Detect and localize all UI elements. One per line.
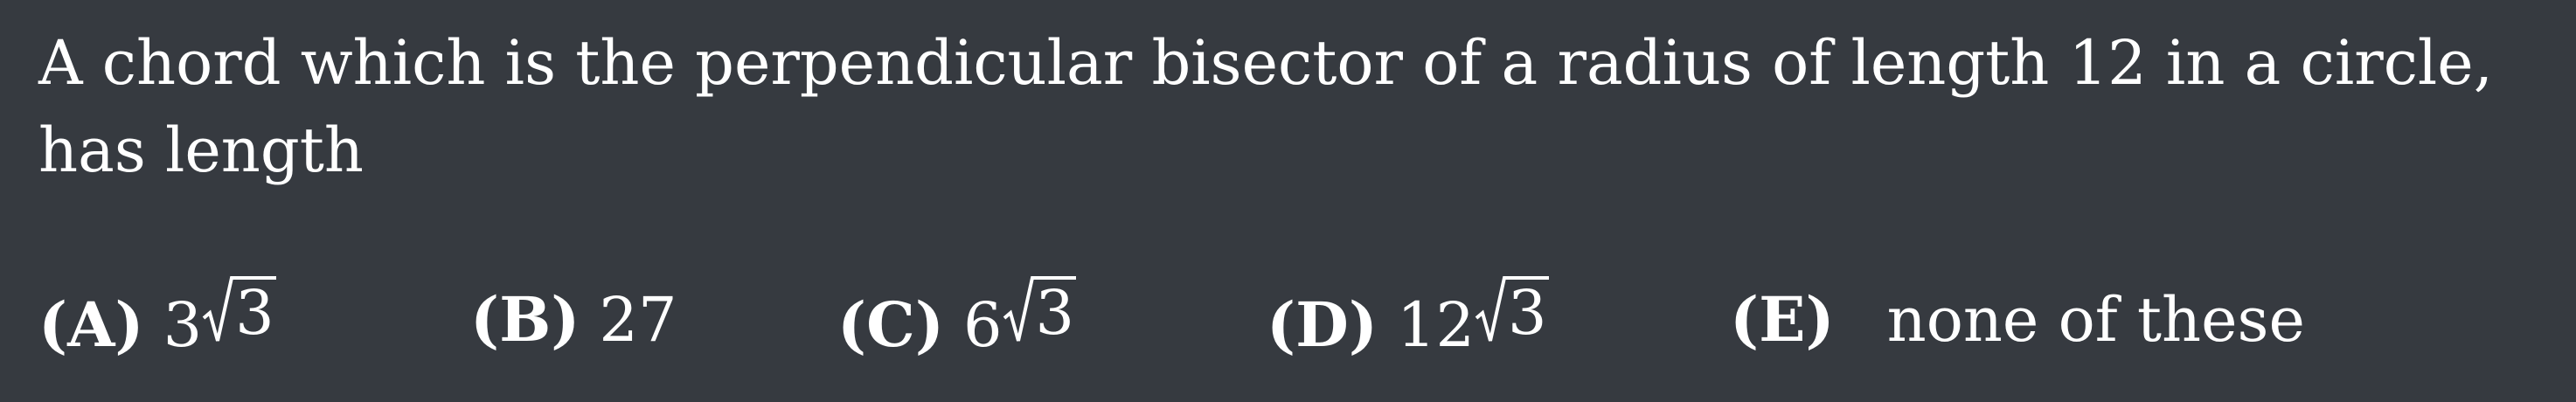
choice-e-label: (E) (1730, 283, 1835, 356)
choice-e[interactable] (1730, 276, 2305, 364)
choice-b[interactable] (470, 276, 677, 364)
choice-a-coefficient: 3 (163, 289, 203, 361)
sqrt-icon (1003, 276, 1034, 346)
answer-choices (38, 276, 2556, 364)
choice-c-coefficient: 6 (962, 289, 1003, 361)
choice-c[interactable] (837, 276, 1076, 369)
choice-b-value: 27 (599, 284, 677, 356)
choice-d-label: (D) (1267, 288, 1378, 361)
choice-b-label: (B) (470, 283, 580, 356)
choice-a-radical (202, 276, 276, 349)
choice-d-radical (1475, 276, 1549, 349)
choice-d-radicand: 3 (1508, 277, 1547, 349)
choice-c-radical (1003, 276, 1077, 349)
sqrt-icon (202, 276, 233, 346)
choice-e-value: none of these (1886, 284, 2305, 356)
question-text: A chord which is the perpendicular bisector of a radius of length 12 in a circle, has length (38, 27, 2493, 186)
choice-d[interactable] (1267, 276, 1549, 369)
choice-c-radicand: 3 (1035, 277, 1075, 349)
choice-a[interactable] (38, 276, 276, 369)
sqrt-icon (1475, 276, 1506, 346)
choice-c-label: (C) (837, 288, 944, 361)
choice-a-radicand: 3 (235, 277, 274, 349)
choice-a-label: (A) (38, 288, 144, 361)
choice-d-coefficient: 12 (1396, 289, 1475, 361)
